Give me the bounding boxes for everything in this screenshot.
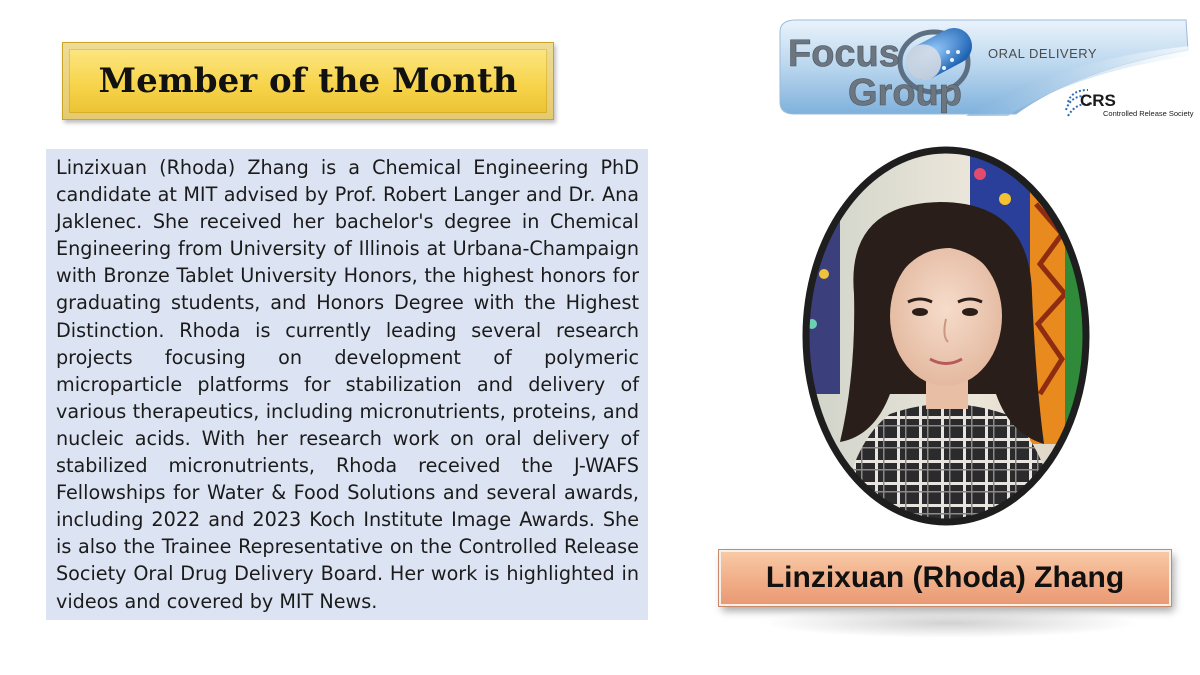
logo-word-group: Group	[848, 72, 962, 114]
logo-tagline: ORAL DELIVERY	[988, 46, 1098, 61]
logo-word-focus: Focus	[788, 33, 900, 75]
focus-group-logo	[776, 10, 1194, 122]
bio-box	[46, 149, 648, 620]
title-banner	[62, 42, 554, 120]
member-name: Linzixuan (Rhoda) Zhang	[765, 561, 1125, 594]
logo-org-name: Controlled Release Society	[1103, 109, 1194, 118]
logo-org-abbr: CRS	[1080, 91, 1116, 110]
page-title: Member of the Month	[98, 61, 518, 101]
portrait-image	[800, 144, 1092, 528]
name-plate-shadow	[760, 608, 1140, 638]
logo-graphic	[776, 10, 1194, 122]
bio-text: Linzixuan (Rhoda) Zhang is a Chemical Engineering PhD candidate at MIT advised by Prof. Robert Langer and Dr. Ana Jaklenec. She received her bachelor's degree in Chemical Engineering from University of Illinois at Urbana-Champaign with Bronze Tablet University Honors, the highest honors for graduating students, and Honors Degree with the Highest Distinction. Rhoda is currently leading several research projects focusing on development of polymeric microparticle platforms for stabilization and delivery of various therapeutics, including micronutrients, proteins, and nucleic acids. With her research work on oral delivery of stabilized micronutrients, Rhoda received the J-WAFS Fellowships for Water & Food Solutions and several awards, including 2022 and 2023 Koch Institute Image Awards. She is also the Trainee Representative on the Controlled Release Society Oral Drug Delivery Board. Her work is highlighted in videos and covered by MIT News.	[56, 156, 639, 613]
name-plate	[719, 550, 1171, 606]
member-portrait	[800, 144, 1092, 528]
